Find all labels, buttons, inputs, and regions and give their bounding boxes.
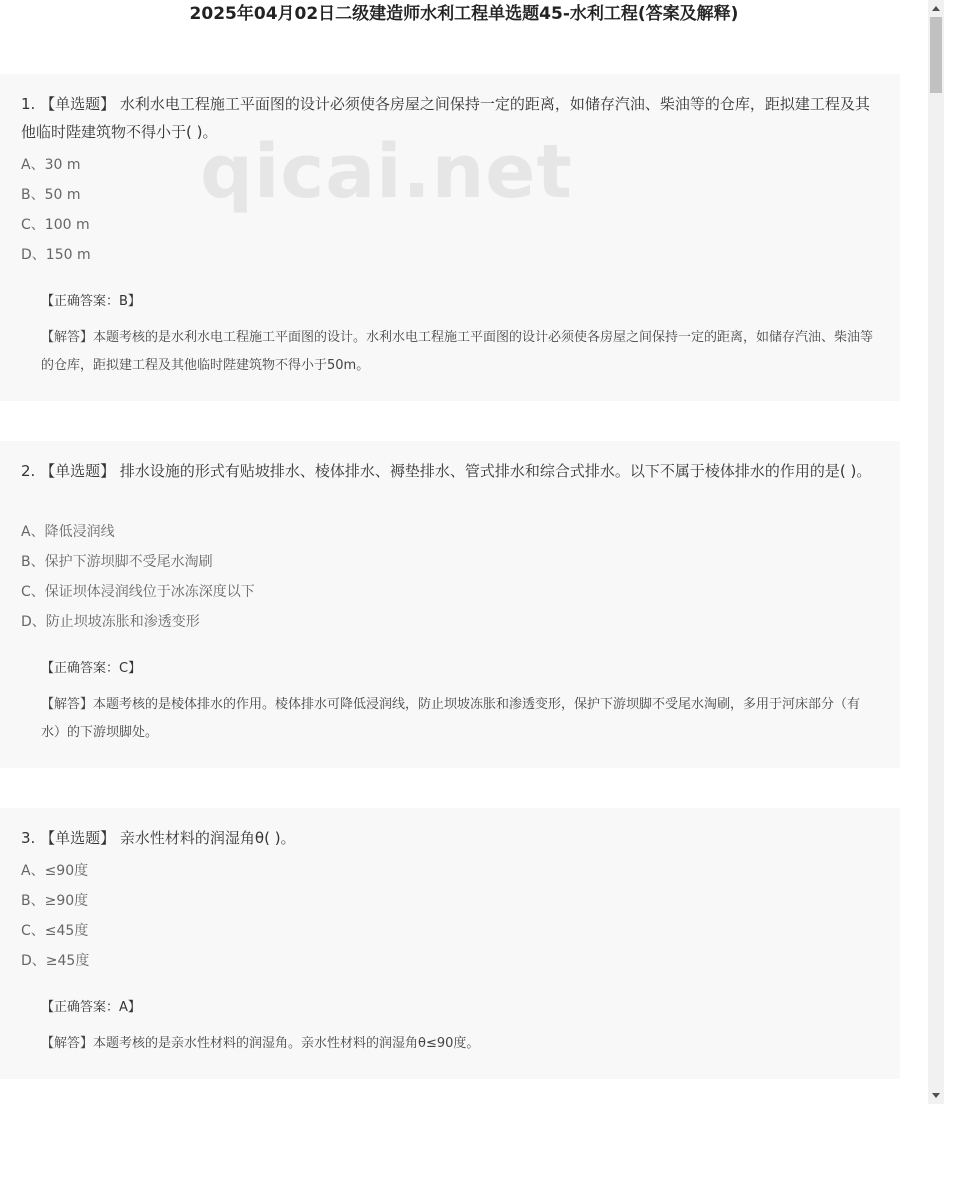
option-list (21, 150, 881, 270)
scroll-thumb[interactable] (930, 17, 942, 93)
question-text: 水利水电工程施工平面图的设计必须使各房屋之间保持一定的距离，如储存汽油、柴油等的仓库，距拟建工程及其他临时陛建筑物不得小于( )。 (21, 95, 870, 141)
question-number: 3 (21, 829, 31, 847)
option-separator: 、 (30, 923, 45, 939)
answer-explanation: 【解答】本题考核的是棱体排水的作用。棱体排水可降低浸润线，防止坝坡冻胀和渗透变形，保护下游坝脚不受尾水淘刷，多用于河床部分（有水）的下游坝脚处。 (41, 697, 861, 740)
option-letter: B (21, 187, 31, 203)
answer-explanation: 【解答】本题考核的是亲水性材料的润湿角。亲水性材料的润湿角θ≤90度。 (41, 1036, 480, 1051)
option-d[interactable] (21, 946, 881, 976)
option-text: 50 m (44, 187, 81, 203)
correct-answer: 【正确答案：C】 (41, 661, 142, 676)
page-title: 2025年04月02日二级建造师水利工程单选题45-水利工程(答案及解释) (189, 4, 739, 24)
option-letter: A (21, 524, 31, 540)
question-stem (21, 90, 883, 146)
option-b[interactable] (21, 886, 881, 916)
question-stem (21, 457, 883, 485)
option-a[interactable] (21, 517, 881, 547)
option-separator: 、 (31, 953, 46, 969)
option-separator: 、 (30, 217, 45, 233)
option-text: 30 m (44, 157, 81, 173)
option-letter: C (21, 217, 31, 233)
question-text: 亲水性材料的润湿角θ( )。 (119, 829, 296, 847)
option-text: ≤45度 (44, 923, 89, 939)
option-c[interactable] (21, 916, 881, 946)
option-text: ≤90度 (44, 863, 89, 879)
triangle-down-icon (932, 1093, 940, 1098)
option-list (21, 517, 881, 637)
option-letter: C (21, 584, 31, 600)
option-separator: 、 (30, 157, 45, 173)
question-card (0, 441, 900, 768)
option-separator: 、 (30, 554, 45, 570)
option-c[interactable] (21, 210, 881, 240)
option-text: 降低浸润线 (44, 524, 115, 540)
correct-answer: 【正确答案：B】 (41, 294, 141, 309)
question-card (0, 808, 900, 1079)
option-text: 保证坝体浸润线位于冰冻深度以下 (44, 584, 255, 600)
option-text: ≥45度 (45, 953, 90, 969)
option-text: 防止坝坡冻胀和渗透变形 (45, 614, 200, 630)
scroll-up-button[interactable] (928, 0, 944, 17)
number-suffix: . (30, 462, 36, 480)
option-d[interactable] (21, 607, 881, 637)
question-type: 【单选题】 (40, 829, 116, 847)
option-separator: 、 (30, 187, 45, 203)
answer-explanation: 【解答】本题考核的是水利水电工程施工平面图的设计。水利水电工程施工平面图的设计必须使各房屋之间保持一定的距离，如储存汽油、柴油等的仓库，距拟建工程及其他临时陛建筑物不得小于50m。 (41, 330, 874, 373)
option-letter: D (21, 247, 32, 263)
vertical-scrollbar[interactable] (928, 0, 944, 1104)
option-letter: D (21, 614, 32, 630)
option-letter: A (21, 863, 31, 879)
question-stem (21, 824, 883, 852)
number-suffix: . (30, 95, 36, 113)
option-letter: B (21, 554, 31, 570)
number-suffix: . (30, 829, 36, 847)
question-card (0, 74, 900, 401)
option-separator: 、 (30, 863, 45, 879)
question-text: 排水设施的形式有贴坡排水、棱体排水、褥垫排水、管式排水和综合式排水。以下不属于棱体排水的作用的是( )。 (119, 462, 872, 480)
option-separator: 、 (30, 524, 45, 540)
option-a[interactable] (21, 856, 881, 886)
option-a[interactable] (21, 150, 881, 180)
option-letter: A (21, 157, 31, 173)
option-separator: 、 (30, 584, 45, 600)
question-type: 【单选题】 (40, 95, 116, 113)
option-text: ≥90度 (44, 893, 89, 909)
option-b[interactable] (21, 547, 881, 577)
option-list (21, 856, 881, 976)
option-d[interactable] (21, 240, 881, 270)
option-text: 100 m (44, 217, 90, 233)
option-text: 150 m (45, 247, 91, 263)
option-letter: C (21, 923, 31, 939)
option-separator: 、 (30, 893, 45, 909)
scroll-down-button[interactable] (928, 1087, 944, 1104)
option-letter: B (21, 893, 31, 909)
option-b[interactable] (21, 180, 881, 210)
option-separator: 、 (31, 247, 46, 263)
option-text: 保护下游坝脚不受尾水淘刷 (44, 554, 213, 570)
option-c[interactable] (21, 577, 881, 607)
question-number: 1 (21, 95, 31, 113)
option-separator: 、 (31, 614, 46, 630)
correct-answer: 【正确答案：A】 (41, 1000, 141, 1015)
question-number: 2 (21, 462, 31, 480)
option-letter: D (21, 953, 32, 969)
question-type: 【单选题】 (40, 462, 116, 480)
watermark: qicai.net (200, 129, 573, 215)
triangle-up-icon (932, 6, 940, 11)
